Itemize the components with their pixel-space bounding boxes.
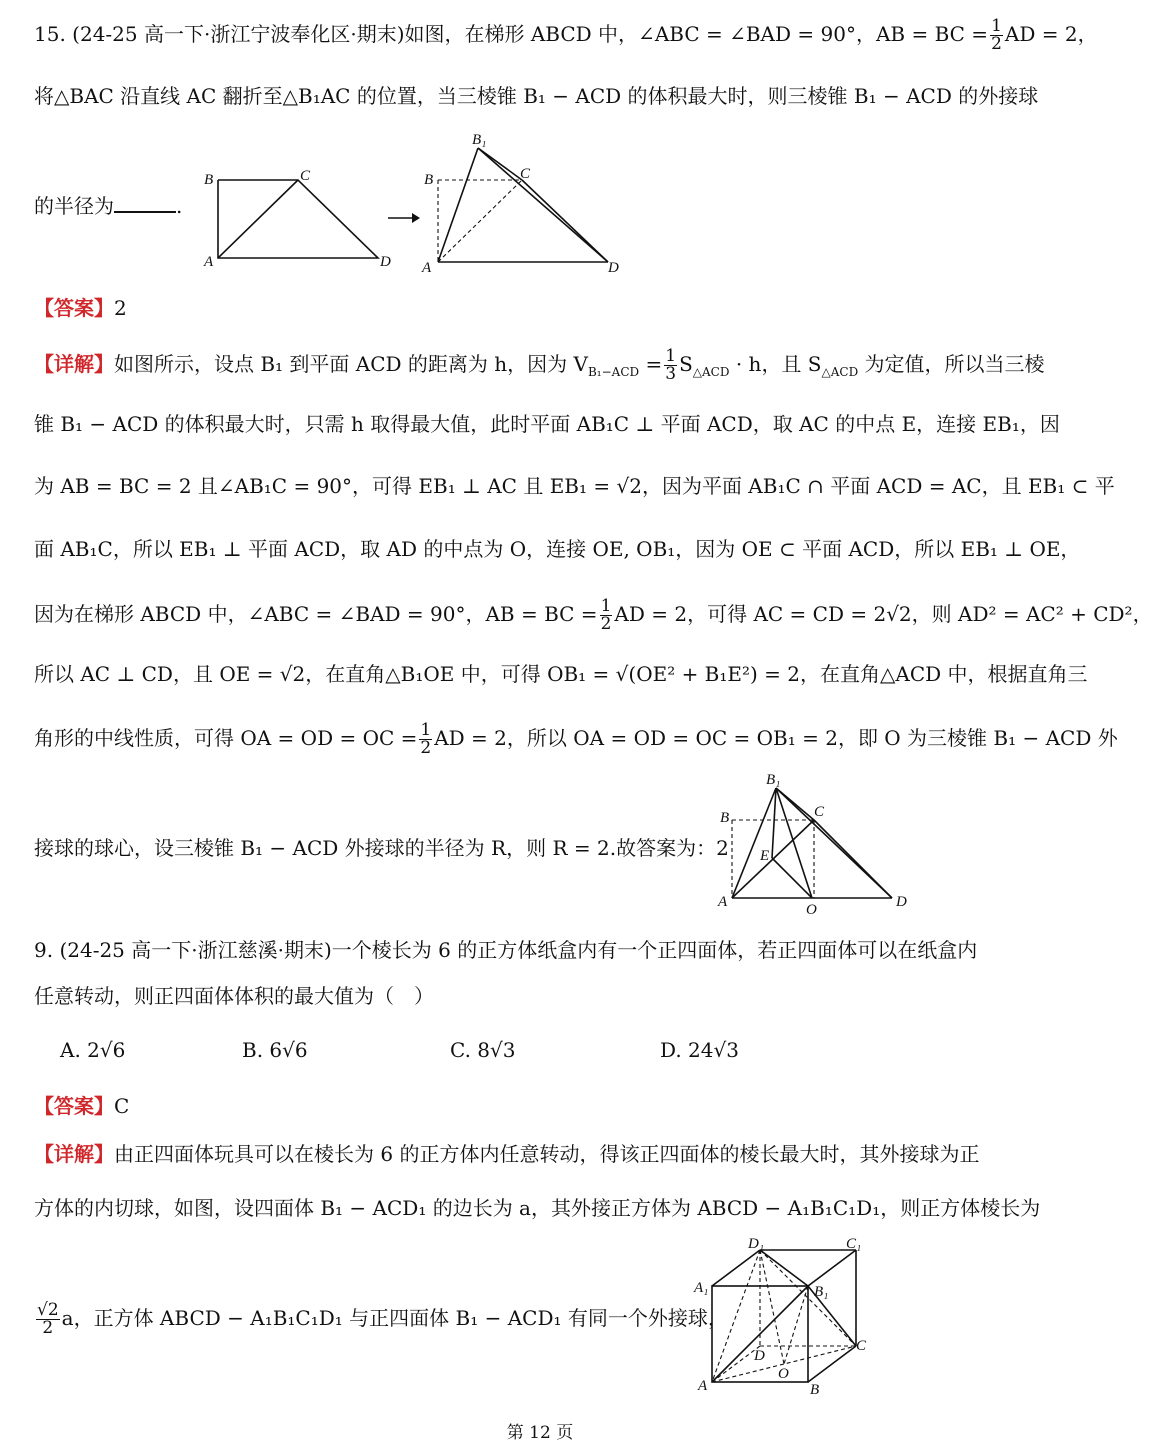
- q15-detail-8: 接球的球心，设三棱锥 B₁ − ACD 外接球的半径为 R，则 R = 2.故答案为：2: [34, 836, 729, 860]
- fig1-label-b: B: [204, 172, 214, 188]
- fig4-label-b1: B₁: [814, 1284, 829, 1300]
- fig2-label-b1: B₁: [472, 132, 487, 148]
- fraction: $\frac{1}{3}$: [665, 346, 677, 384]
- fig4-label-a1: A₁: [694, 1280, 709, 1296]
- page-number: 第 12 页: [506, 1423, 574, 1443]
- fig3-label-e: E: [760, 848, 770, 864]
- cube-tetrahedron-figure: [690, 1236, 880, 1400]
- q9-detail-3: $\frac{√2}{2}$ a，正方体 ABCD − A₁B₁C₁D₁ 与正四面体 B₁ − ACD₁ 有同一个外接球，: [37, 1300, 728, 1338]
- fig4-label-a: A: [698, 1378, 708, 1394]
- q15-detail-1: 【详解】如图所示，设点 B₁ 到平面 ACD 的距离为 h，因为 $V_{B_1-ACD}$ = $\frac{1}{3}$ $S_{\triangle ACD} \cdot h$，且 $S_{\triangle ACD}$ 为定值，所以当三棱: [34, 346, 1045, 384]
- option-a: A. 2√6: [60, 1038, 126, 1062]
- fig4-label-o: O: [778, 1366, 789, 1382]
- q15-line-2: 将△BAC 沿直线 AC 翻折至△B₁AC 的位置，当三棱锥 B₁ − ACD 的体积最大时，则三棱锥 B₁ − ACD 的外接球: [34, 84, 1039, 108]
- q15-detail-7: 角形的中线性质，可得 OA = OD = OC = $\frac{1}{2}$ AD = 2，所以 OA = OD = OC = OB₁ = 2，即 O 为三棱锥 B₁ − ACD 外: [34, 720, 1118, 758]
- q9-line-2: 任意转动，则正四面体体积的最大值为（ ）: [34, 984, 434, 1008]
- q9-line-1: 9. (24-25 高一下·浙江慈溪·期末)一个棱长为 6 的正方体纸盒内有一个正四面体，若正四面体可以在纸盒内: [34, 938, 978, 962]
- q9-detail-2: 方体的内切球，如图，设四面体 B₁ − ACD₁ 的边长为 a，其外接正方体为 ABCD − A₁B₁C₁D₁，则正方体棱长为: [34, 1196, 1041, 1220]
- sphere-center-figure: [716, 770, 916, 918]
- trapezoid-figure: [198, 162, 398, 274]
- fig3-label-a: A: [718, 894, 728, 910]
- option-c: C. 8√3: [450, 1038, 516, 1062]
- fig4-label-c: C: [856, 1338, 867, 1354]
- q15-detail-6: 所以 AC ⊥ CD，且 OE = √2，在直角△B₁OE 中，可得 OB₁ = √(OE² + B₁E²) = 2，在直角△ACD 中，根据直角三: [34, 662, 1088, 686]
- fig4-label-c1: C₁: [846, 1236, 862, 1252]
- fig1-label-c: C: [300, 168, 311, 184]
- q15-line-3: 的半径为 .: [34, 194, 183, 218]
- fraction: $\frac{1}{2}$: [991, 16, 1002, 54]
- fig2-label-d: D: [608, 260, 619, 276]
- fig3-label-o: O: [806, 902, 817, 918]
- fig4-label-d: D: [754, 1348, 765, 1364]
- fig4-label-d1: D₁: [748, 1236, 765, 1252]
- fraction: $\frac{1}{2}$: [420, 720, 432, 758]
- fig3-label-b1: B₁: [766, 772, 781, 788]
- q15-detail-3: 为 AB = BC = 2 且∠AB₁C = 90°，可得 EB₁ ⊥ AC 且 EB₁ = √2，因为平面 AB₁C ∩ 平面 ACD = AC，且 EB₁ ⊂ 平: [34, 474, 1115, 498]
- q15-line-1: 15. (24-25 高一下·浙江宁波奉化区·期末)如图，在梯形 ABCD 中，∠ABC = ∠BAD = 90°，AB = BC = $\frac{1}{2}$ AD = 2，: [34, 16, 1098, 54]
- answer-blank: [114, 211, 176, 213]
- q15-detail-5: 因为在梯形 ABCD 中，∠ABC = ∠BAD = 90°，AB = BC = $\frac{1}{2}$ AD = 2，可得 AC = CD = 2√2，则 AD² = AC² + CD²，: [34, 596, 1153, 634]
- fig4-label-b: B: [810, 1382, 820, 1398]
- folded-pyramid-figure: [418, 130, 628, 276]
- fig2-label-c: C: [520, 166, 531, 182]
- q15-detail-4: 面 AB₁C，所以 EB₁ ⊥ 平面 ACD，取 AD 的中点为 O，连接 OE, OB₁，因为 OE ⊂ 平面 ACD，所以 EB₁ ⊥ OE，: [34, 537, 1081, 561]
- option-d: D. 24√3: [660, 1038, 739, 1062]
- q9-detail-1: 【详解】由正四面体玩具可以在棱长为 6 的正方体内任意转动，得该正四面体的棱长最大时，其外接球为正: [34, 1142, 980, 1166]
- fig1-label-a: A: [204, 254, 214, 270]
- fig2-label-a: A: [422, 260, 432, 276]
- fig3-label-b: B: [720, 810, 730, 826]
- fig3-label-c: C: [814, 804, 825, 820]
- fraction: $\frac{1}{2}$: [600, 596, 612, 634]
- q15-answer: 【答案】2: [34, 296, 127, 320]
- q9-answer: 【答案】C: [34, 1094, 130, 1118]
- option-b: B. 6√6: [242, 1038, 308, 1062]
- fraction: $\frac{√2}{2}$: [37, 1300, 59, 1338]
- fig2-label-b: B: [424, 172, 434, 188]
- q15-detail-2: 锥 B₁ − ACD 的体积最大时，只需 h 取得最大值，此时平面 AB₁C ⊥ 平面 ACD，取 AC 的中点 E，连接 EB₁，因: [34, 412, 1060, 436]
- fig3-label-d: D: [896, 894, 907, 910]
- arrow-icon: [386, 208, 422, 228]
- fig1-label-d: D: [380, 254, 391, 270]
